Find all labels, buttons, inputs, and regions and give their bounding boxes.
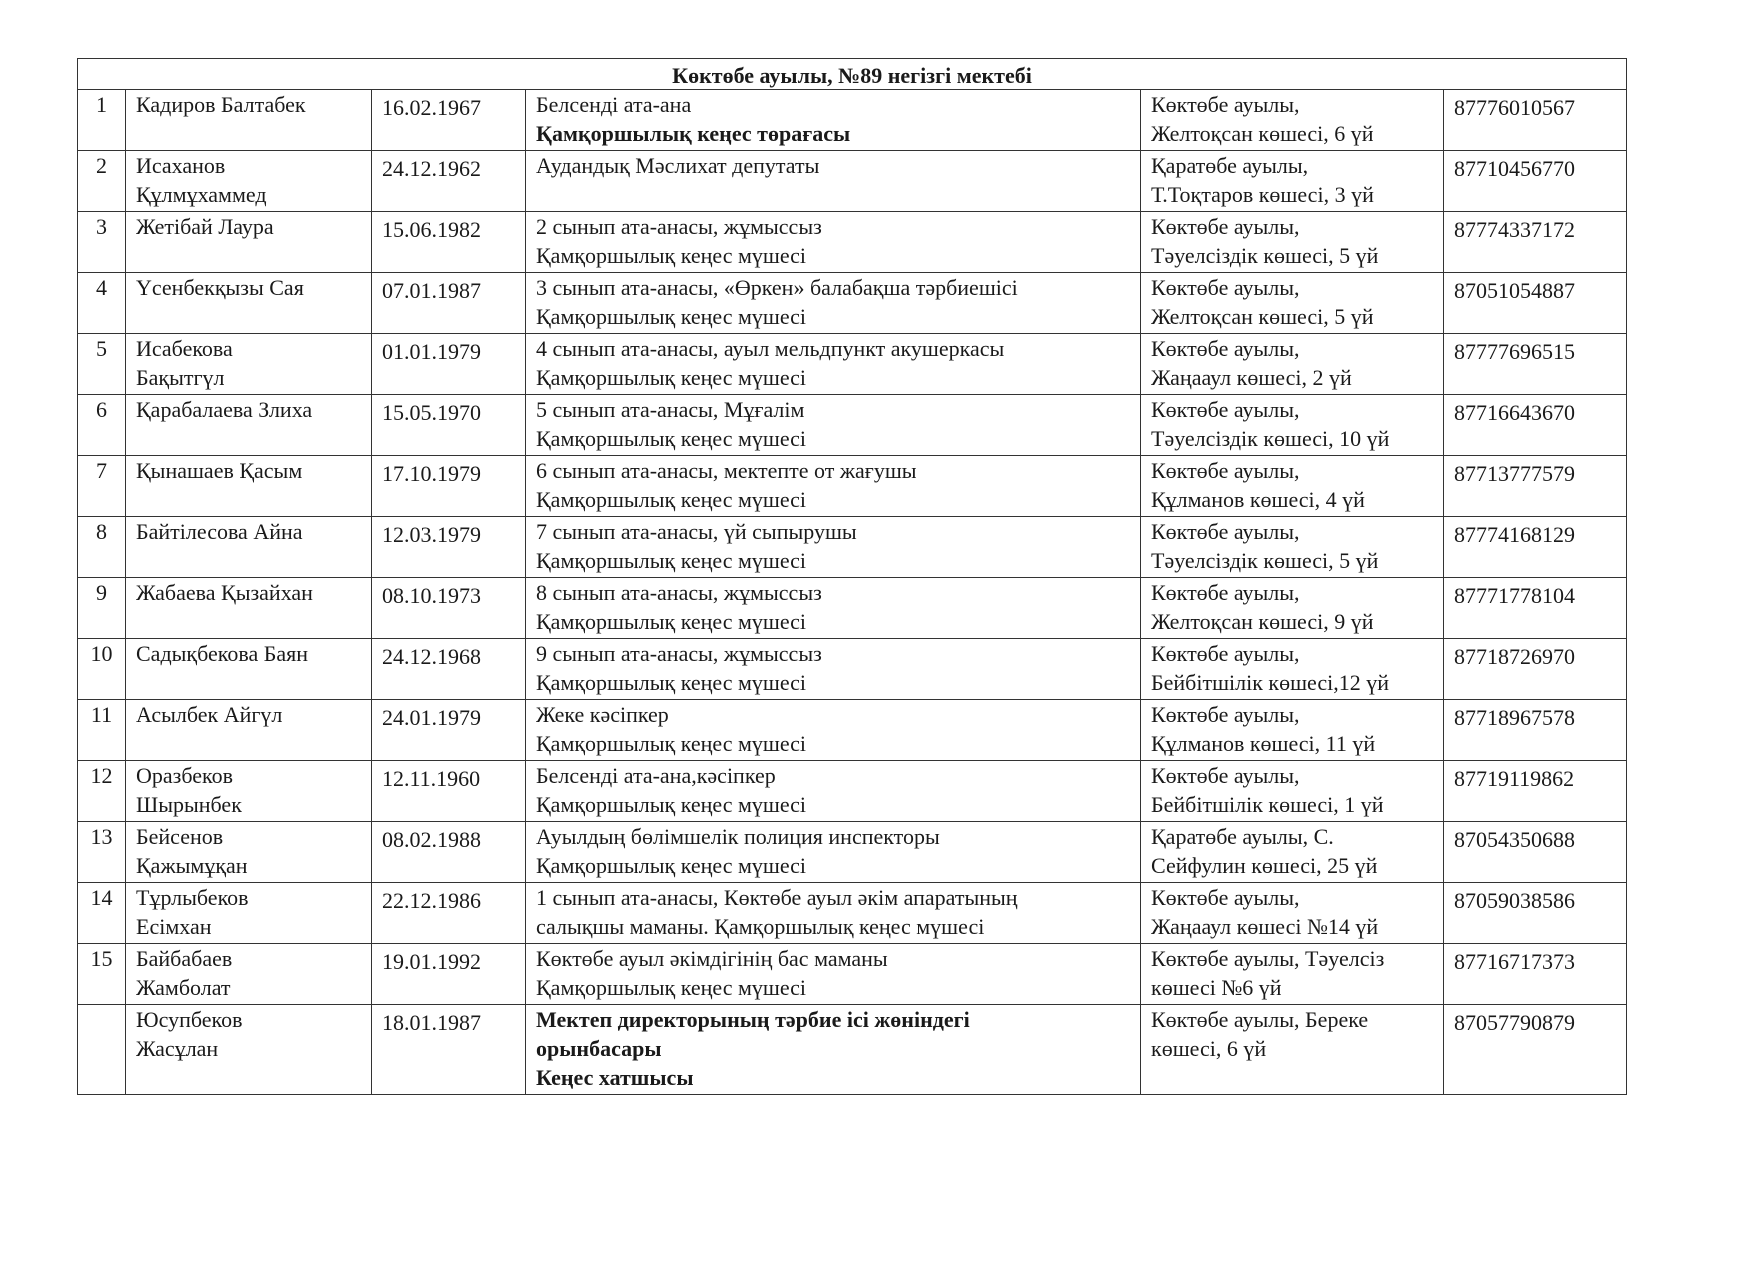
row-number: 5 (78, 334, 126, 395)
council-members-table (77, 58, 1627, 1095)
member-phone: 87719119862 (1444, 761, 1627, 822)
member-role-line: салықшы маманы. Қамқоршылық кеңес мүшесі (536, 914, 985, 939)
member-name-line: Есімхан (136, 914, 212, 939)
member-address-line: Қаратөбе ауылы, (1151, 153, 1309, 178)
member-role-line: Қамқоршылық кеңес мүшесі (536, 426, 807, 451)
member-phone: 87054350688 (1444, 822, 1627, 883)
table-title-row (78, 59, 1627, 90)
member-role (526, 395, 1141, 456)
row-number: 12 (78, 761, 126, 822)
member-address-line: Желтоқсан көшесі, 9 үй (1151, 609, 1374, 634)
member-role-line: Қамқоршылық кеңес мүшесі (536, 243, 807, 268)
member-name-line: Құлмұхаммед (136, 182, 267, 207)
member-address-line: Көктөбе ауылы, (1151, 214, 1300, 239)
member-name (126, 395, 372, 456)
member-role-line: Белсенді ата-ана (536, 92, 692, 117)
member-address-line: Құлманов көшесі, 11 үй (1151, 731, 1376, 756)
birth-date: 19.01.1992 (372, 944, 526, 1005)
school-title: Көктөбе ауылы, №89 негізгі мектебі (78, 59, 1627, 90)
member-address-line: Көктөбе ауылы, (1151, 519, 1300, 544)
member-address-line: Желтоқсан көшесі, 6 үй (1151, 121, 1374, 146)
member-address-line: Қаратөбе ауылы, С. (1151, 824, 1334, 849)
member-name-line: Шырынбек (136, 792, 242, 817)
member-address-line: Құлманов көшесі, 4 үй (1151, 487, 1365, 512)
table-row (78, 151, 1627, 212)
member-name (126, 151, 372, 212)
row-number: 10 (78, 639, 126, 700)
member-address-line: көшесі, 6 үй (1151, 1036, 1267, 1061)
member-phone: 87059038586 (1444, 883, 1627, 944)
member-address-line: Тәуелсіздік көшесі, 5 үй (1151, 548, 1379, 573)
member-name (126, 578, 372, 639)
member-role (526, 700, 1141, 761)
birth-date: 24.12.1962 (372, 151, 526, 212)
member-role (526, 90, 1141, 151)
member-address-line: Көктөбе ауылы, (1151, 92, 1300, 117)
row-number: 3 (78, 212, 126, 273)
birth-date: 16.02.1967 (372, 90, 526, 151)
member-role (526, 761, 1141, 822)
table-row (78, 395, 1627, 456)
member-phone: 87713777579 (1444, 456, 1627, 517)
member-name-line: Бейсенов (136, 824, 224, 849)
member-role-line: Қамқоршылық кеңес мүшесі (536, 670, 807, 695)
member-role-line: Қамқоршылық кеңес төрағасы (536, 121, 851, 146)
member-role (526, 151, 1141, 212)
member-phone: 87718726970 (1444, 639, 1627, 700)
table-row (78, 517, 1627, 578)
birth-date: 18.01.1987 (372, 1005, 526, 1095)
member-role-line: Мектеп директорының тәрбие ісі жөніндегі (536, 1007, 970, 1032)
member-name-line: Қажымұқан (136, 853, 248, 878)
member-name-line: Исаханов (136, 153, 226, 178)
member-address-line: Жаңааул көшесі, 2 үй (1151, 365, 1352, 390)
member-address-line: Көктөбе ауылы, (1151, 275, 1300, 300)
birth-date: 15.05.1970 (372, 395, 526, 456)
member-address-line: Тәуелсіздік көшесі, 10 үй (1151, 426, 1390, 451)
table-row (78, 273, 1627, 334)
member-role (526, 212, 1141, 273)
table-row (78, 761, 1627, 822)
member-address-line: Жаңааул көшесі №14 үй (1151, 914, 1379, 939)
member-name (126, 456, 372, 517)
member-address (1141, 456, 1444, 517)
member-role-line: 9 сынып ата-анасы, жұмыссыз (536, 641, 822, 666)
member-phone: 87774337172 (1444, 212, 1627, 273)
member-name (126, 761, 372, 822)
member-role-line: Қамқоршылық кеңес мүшесі (536, 304, 807, 329)
member-address-line: Көктөбе ауылы, Береке (1151, 1007, 1369, 1032)
birth-date: 01.01.1979 (372, 334, 526, 395)
member-name (126, 944, 372, 1005)
member-name-line: Үсенбекқызы Сая (136, 275, 304, 300)
birth-date: 24.01.1979 (372, 700, 526, 761)
member-role-line: Көктөбе ауыл әкімдігінің бас маманы (536, 946, 888, 971)
member-address-line: Тәуелсіздік көшесі, 5 үй (1151, 243, 1379, 268)
member-name (126, 700, 372, 761)
member-address-line: Көктөбе ауылы, (1151, 702, 1300, 727)
birth-date: 07.01.1987 (372, 273, 526, 334)
member-name (126, 639, 372, 700)
member-phone: 87710456770 (1444, 151, 1627, 212)
birth-date: 15.06.1982 (372, 212, 526, 273)
row-number: 6 (78, 395, 126, 456)
member-address-line: Көктөбе ауылы, Тәуелсіз (1151, 946, 1385, 971)
member-role-line: 3 сынып ата-анасы, «Өркен» балабақша тәрбиешісі (536, 275, 1018, 300)
member-phone: 87777696515 (1444, 334, 1627, 395)
member-name-line: Байбабаев (136, 946, 233, 971)
table-row (78, 883, 1627, 944)
row-number: 13 (78, 822, 126, 883)
member-address-line: Көктөбе ауылы, (1151, 763, 1300, 788)
member-phone: 87774168129 (1444, 517, 1627, 578)
member-address-line: Көктөбе ауылы, (1151, 885, 1300, 910)
member-name-line: Қынашаев Қасым (136, 458, 303, 483)
member-phone: 87716643670 (1444, 395, 1627, 456)
birth-date: 08.10.1973 (372, 578, 526, 639)
row-number: 14 (78, 883, 126, 944)
member-role-line: Қамқоршылық кеңес мүшесі (536, 731, 807, 756)
member-role (526, 944, 1141, 1005)
table-row (78, 1005, 1627, 1095)
table-row (78, 334, 1627, 395)
member-address-line: Желтоқсан көшесі, 5 үй (1151, 304, 1374, 329)
member-role (526, 517, 1141, 578)
member-name-line: Асылбек Айгүл (136, 702, 283, 727)
member-address (1141, 639, 1444, 700)
member-role-line: Қамқоршылық кеңес мүшесі (536, 975, 807, 1000)
member-address-line: Көктөбе ауылы, (1151, 458, 1300, 483)
member-address (1141, 273, 1444, 334)
table-row (78, 456, 1627, 517)
member-address (1141, 944, 1444, 1005)
member-name (126, 1005, 372, 1095)
member-role-line: Жеке кәсіпкер (536, 702, 669, 727)
member-name (126, 334, 372, 395)
member-name-line: Оразбеков (136, 763, 233, 788)
member-address (1141, 90, 1444, 151)
member-role-line: 8 сынып ата-анасы, жұмыссыз (536, 580, 822, 605)
member-name-line: Исабекова (136, 336, 233, 361)
row-number: 2 (78, 151, 126, 212)
member-role-line: Ауылдың бөлімшелік полиция инспекторы (536, 824, 940, 849)
member-name (126, 212, 372, 273)
member-role (526, 334, 1141, 395)
member-role-line: 6 сынып ата-анасы, мектепте от жағушы (536, 458, 917, 483)
member-address (1141, 1005, 1444, 1095)
member-role-line: Қамқоршылық кеңес мүшесі (536, 609, 807, 634)
member-role-line: 2 сынып ата-анасы, жұмыссыз (536, 214, 822, 239)
member-address (1141, 151, 1444, 212)
member-name-line: Жетібай Лаура (136, 214, 274, 239)
member-role-line: 7 сынып ата-анасы, үй сыпырушы (536, 519, 857, 544)
member-role-line: 5 сынып ата-анасы, Мұғалім (536, 397, 805, 422)
table-row (78, 639, 1627, 700)
member-role-line: Қамқоршылық кеңес мүшесі (536, 792, 807, 817)
member-name (126, 90, 372, 151)
member-phone: 87771778104 (1444, 578, 1627, 639)
member-role (526, 273, 1141, 334)
member-phone: 87051054887 (1444, 273, 1627, 334)
row-number: 8 (78, 517, 126, 578)
member-phone: 87057790879 (1444, 1005, 1627, 1095)
member-address-line: Бейбітшілік көшесі,12 үй (1151, 670, 1390, 695)
table-row (78, 700, 1627, 761)
member-name (126, 883, 372, 944)
member-address-line: Т.Тоқтаров көшесі, 3 үй (1151, 182, 1374, 207)
member-name-line: Байтілесова Айна (136, 519, 303, 544)
birth-date: 17.10.1979 (372, 456, 526, 517)
member-address (1141, 883, 1444, 944)
member-role (526, 456, 1141, 517)
member-address-line: көшесі №6 үй (1151, 975, 1282, 1000)
member-name-line: Садықбекова Баян (136, 641, 308, 666)
member-role-line: Аудандық Мәслихат депутаты (536, 153, 820, 178)
member-name-line: Юсупбеков (136, 1007, 243, 1032)
member-name (126, 822, 372, 883)
member-address (1141, 700, 1444, 761)
row-number: 7 (78, 456, 126, 517)
member-name (126, 517, 372, 578)
table-row (78, 90, 1627, 151)
member-address-line: Көктөбе ауылы, (1151, 397, 1300, 422)
member-address-line: Көктөбе ауылы, (1151, 641, 1300, 666)
table-row (78, 212, 1627, 273)
birth-date: 12.03.1979 (372, 517, 526, 578)
birth-date: 22.12.1986 (372, 883, 526, 944)
member-role-line: 4 сынып ата-анасы, ауыл мельдпункт акушеркасы (536, 336, 1005, 361)
member-role (526, 639, 1141, 700)
row-number: 1 (78, 90, 126, 151)
member-address (1141, 761, 1444, 822)
row-number: 4 (78, 273, 126, 334)
member-role-line: Кеңес хатшысы (536, 1065, 694, 1090)
table-row (78, 822, 1627, 883)
member-role (526, 822, 1141, 883)
member-name-line: Жабаева Қызайхан (136, 580, 313, 605)
row-number: 9 (78, 578, 126, 639)
row-number (78, 1005, 126, 1095)
table-row (78, 944, 1627, 1005)
member-address (1141, 395, 1444, 456)
member-role-line: орынбасары (536, 1036, 662, 1061)
member-name-line: Кадиров Балтабек (136, 92, 306, 117)
birth-date: 24.12.1968 (372, 639, 526, 700)
member-name-line: Жасұлан (136, 1036, 219, 1061)
member-address (1141, 334, 1444, 395)
member-name-line: Жамболат (136, 975, 231, 1000)
member-role-line: Қамқоршылық кеңес мүшесі (536, 853, 807, 878)
member-address-line: Көктөбе ауылы, (1151, 336, 1300, 361)
member-phone: 87716717373 (1444, 944, 1627, 1005)
member-address-line: Сейфулин көшесі, 25 үй (1151, 853, 1378, 878)
member-role (526, 883, 1141, 944)
member-address (1141, 212, 1444, 273)
birth-date: 08.02.1988 (372, 822, 526, 883)
member-address-line: Көктөбе ауылы, (1151, 580, 1300, 605)
member-address (1141, 822, 1444, 883)
member-phone: 87776010567 (1444, 90, 1627, 151)
member-name-line: Қарабалаева Злиха (136, 397, 313, 422)
member-role-line: 1 сынып ата-анасы, Көктөбе ауыл әкім апаратының (536, 885, 1018, 910)
member-phone: 87718967578 (1444, 700, 1627, 761)
member-address (1141, 578, 1444, 639)
member-role-line: Белсенді ата-ана,кәсіпкер (536, 763, 776, 788)
member-address (1141, 517, 1444, 578)
member-role-line: Қамқоршылық кеңес мүшесі (536, 548, 807, 573)
birth-date: 12.11.1960 (372, 761, 526, 822)
member-role (526, 578, 1141, 639)
row-number: 15 (78, 944, 126, 1005)
member-role (526, 1005, 1141, 1095)
row-number: 11 (78, 700, 126, 761)
member-role-line: Қамқоршылық кеңес мүшесі (536, 487, 807, 512)
member-name-line: Тұрлыбеков (136, 885, 249, 910)
member-name (126, 273, 372, 334)
member-name-line: Бақытгүл (136, 365, 225, 390)
table-row (78, 578, 1627, 639)
member-address-line: Бейбітшілік көшесі, 1 үй (1151, 792, 1384, 817)
member-role-line: Қамқоршылық кеңес мүшесі (536, 365, 807, 390)
